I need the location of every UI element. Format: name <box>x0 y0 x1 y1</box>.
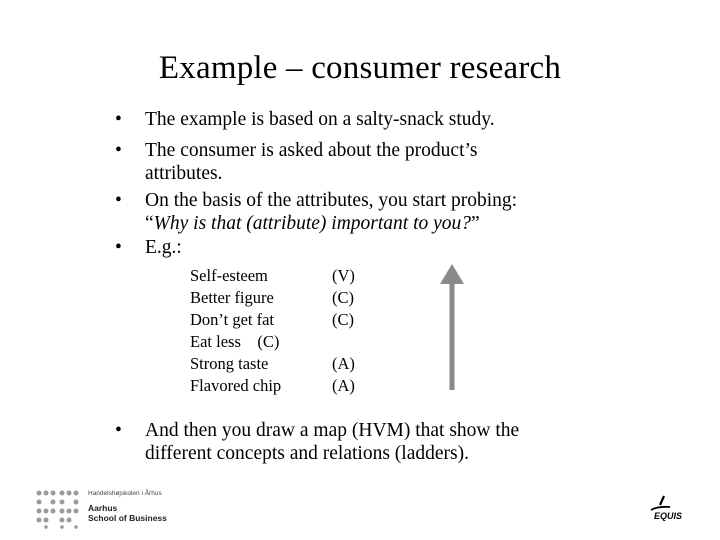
ladder-code: (A) <box>332 354 355 373</box>
ladder-code: (A) <box>332 376 355 395</box>
ladder-term: Self-esteem <box>190 266 268 285</box>
bullet-text-italic: Why is that (attribute) important to you? <box>153 213 472 234</box>
dot-grid-icon <box>36 489 80 529</box>
bullet-dot: • <box>115 109 122 130</box>
ladder-code: (C) <box>332 288 354 307</box>
arrow-up-icon <box>437 262 467 392</box>
bullet-text: And then you draw a map (HVM) that show the different concepts and relations (ladders). <box>145 420 520 464</box>
slide-title: Example – consumer research <box>158 50 562 86</box>
ladder-term: Flavored chip <box>190 376 282 395</box>
bullet-text <box>145 189 565 235</box>
bullet-text-pre: On the basis of the attributes, you start probing: “ <box>145 190 518 234</box>
bullet-text: The example is based on a salty-snack study. <box>145 109 495 130</box>
bullet-dot: • <box>115 420 122 441</box>
bullet-text: The consumer is asked about the product’s attributes. <box>145 140 478 184</box>
ladder-term: Eat less (C) <box>190 332 280 351</box>
ladder-term: Better figure <box>190 288 274 307</box>
bullet-dot: • <box>115 237 122 258</box>
ladder-term: Don’t get fat <box>190 310 275 329</box>
bullet-dot: • <box>115 190 122 211</box>
ladder-term: Strong taste <box>190 354 269 373</box>
equis-logo <box>640 494 692 534</box>
logo-text-line2: Aarhus <box>88 503 118 513</box>
ladder-code: (V) <box>332 266 355 285</box>
bullet-text-post: ” <box>471 213 480 234</box>
bullet-text: E.g.: <box>145 237 182 258</box>
logo-text-line1: Handelshøjskolen i Århus <box>88 490 162 497</box>
school-logo <box>36 489 186 531</box>
logo-text-line3: School of Business <box>88 513 167 523</box>
ladder-code: (C) <box>332 310 354 329</box>
equis-label: EQUIS <box>654 511 683 521</box>
bullet-dot: • <box>115 140 122 161</box>
